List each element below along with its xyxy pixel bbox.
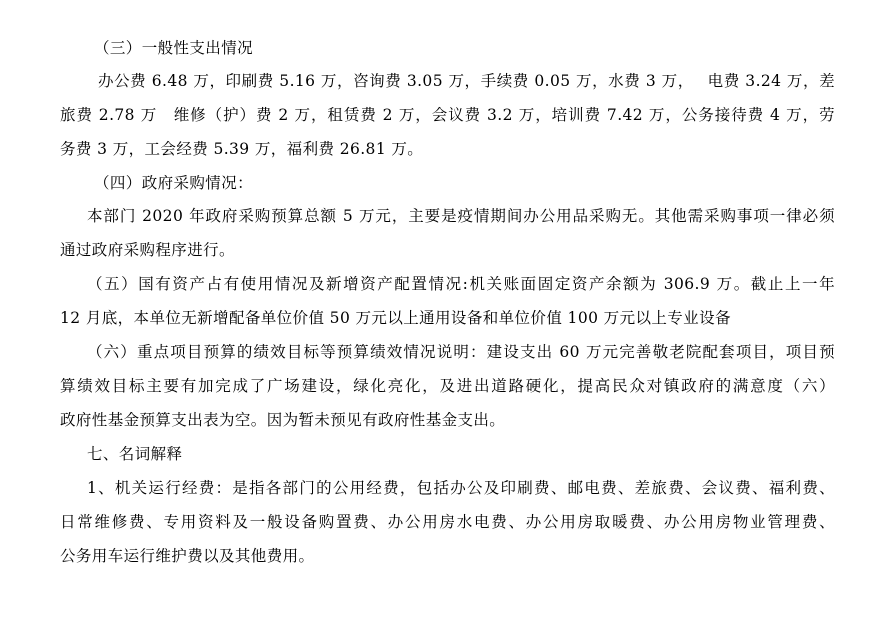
section-7-line-1: 1、机关运行经费：是指各部门的公用经费，包括办公及印刷费、邮电费、差旅费、会议费、福利费、: [87, 479, 835, 497]
section-7-heading: 七、名词解释: [87, 445, 183, 463]
section-3-line-1: 办公费 6.48 万，印刷费 5.16 万，咨询费 3.05 万，手续费 0.05 万，水费 3 万， 电费 3.24 万，差: [98, 72, 835, 90]
section-4-line-2: 通过政府采购程序进行。: [60, 241, 235, 259]
section-6-line-1: （六）重点项目预算的绩效目标等预算绩效情况说明：建设支出 60 万元完善敬老院配套项目，项目预: [87, 343, 835, 361]
section-6-line-3: 政府性基金预算支出表为空。因为暂未预见有政府性基金支出。: [60, 411, 506, 429]
section-7-line-2: 日常维修费、专用资料及一般设备购置费、办公用房水电费、办公用房取暖费、办公用房物业管理费、: [60, 513, 835, 531]
section-4-heading: （四）政府采购情况：: [94, 174, 254, 192]
section-3-heading: （三）一般性支出情况: [94, 39, 254, 57]
section-7-line-3: 公务用车运行维护费以及其他费用。: [60, 547, 315, 565]
section-6-line-2: 算绩效目标主要有加完成了广场建设，绿化亮化，及进出道路硬化，提高民众对镇政府的满意度（六）: [60, 377, 835, 395]
section-5-line-1: （五）国有资产占有使用情况及新增资产配置情况:机关账面固定资产余额为 306.9 万。截止上一年: [87, 275, 835, 293]
section-3-line-2: 旅费 2.78 万 维修（护）费 2 万，租赁费 2 万，会议费 3.2 万，培训费 7.42 万，公务接待费 4 万，劳: [60, 106, 835, 124]
section-5-line-2: 12 月底，本单位无新增配备单位价值 50 万元以上通用设备和单位价值 100 万元以上专业设备: [60, 309, 731, 327]
section-4-line-1: 本部门 2020 年政府采购预算总额 5 万元，主要是疫情期间办公用品采购无。其他需采购事项一律必须: [87, 207, 835, 225]
section-3-line-3: 务费 3 万，工会经费 5.39 万，福利费 26.81 万。: [60, 140, 424, 158]
